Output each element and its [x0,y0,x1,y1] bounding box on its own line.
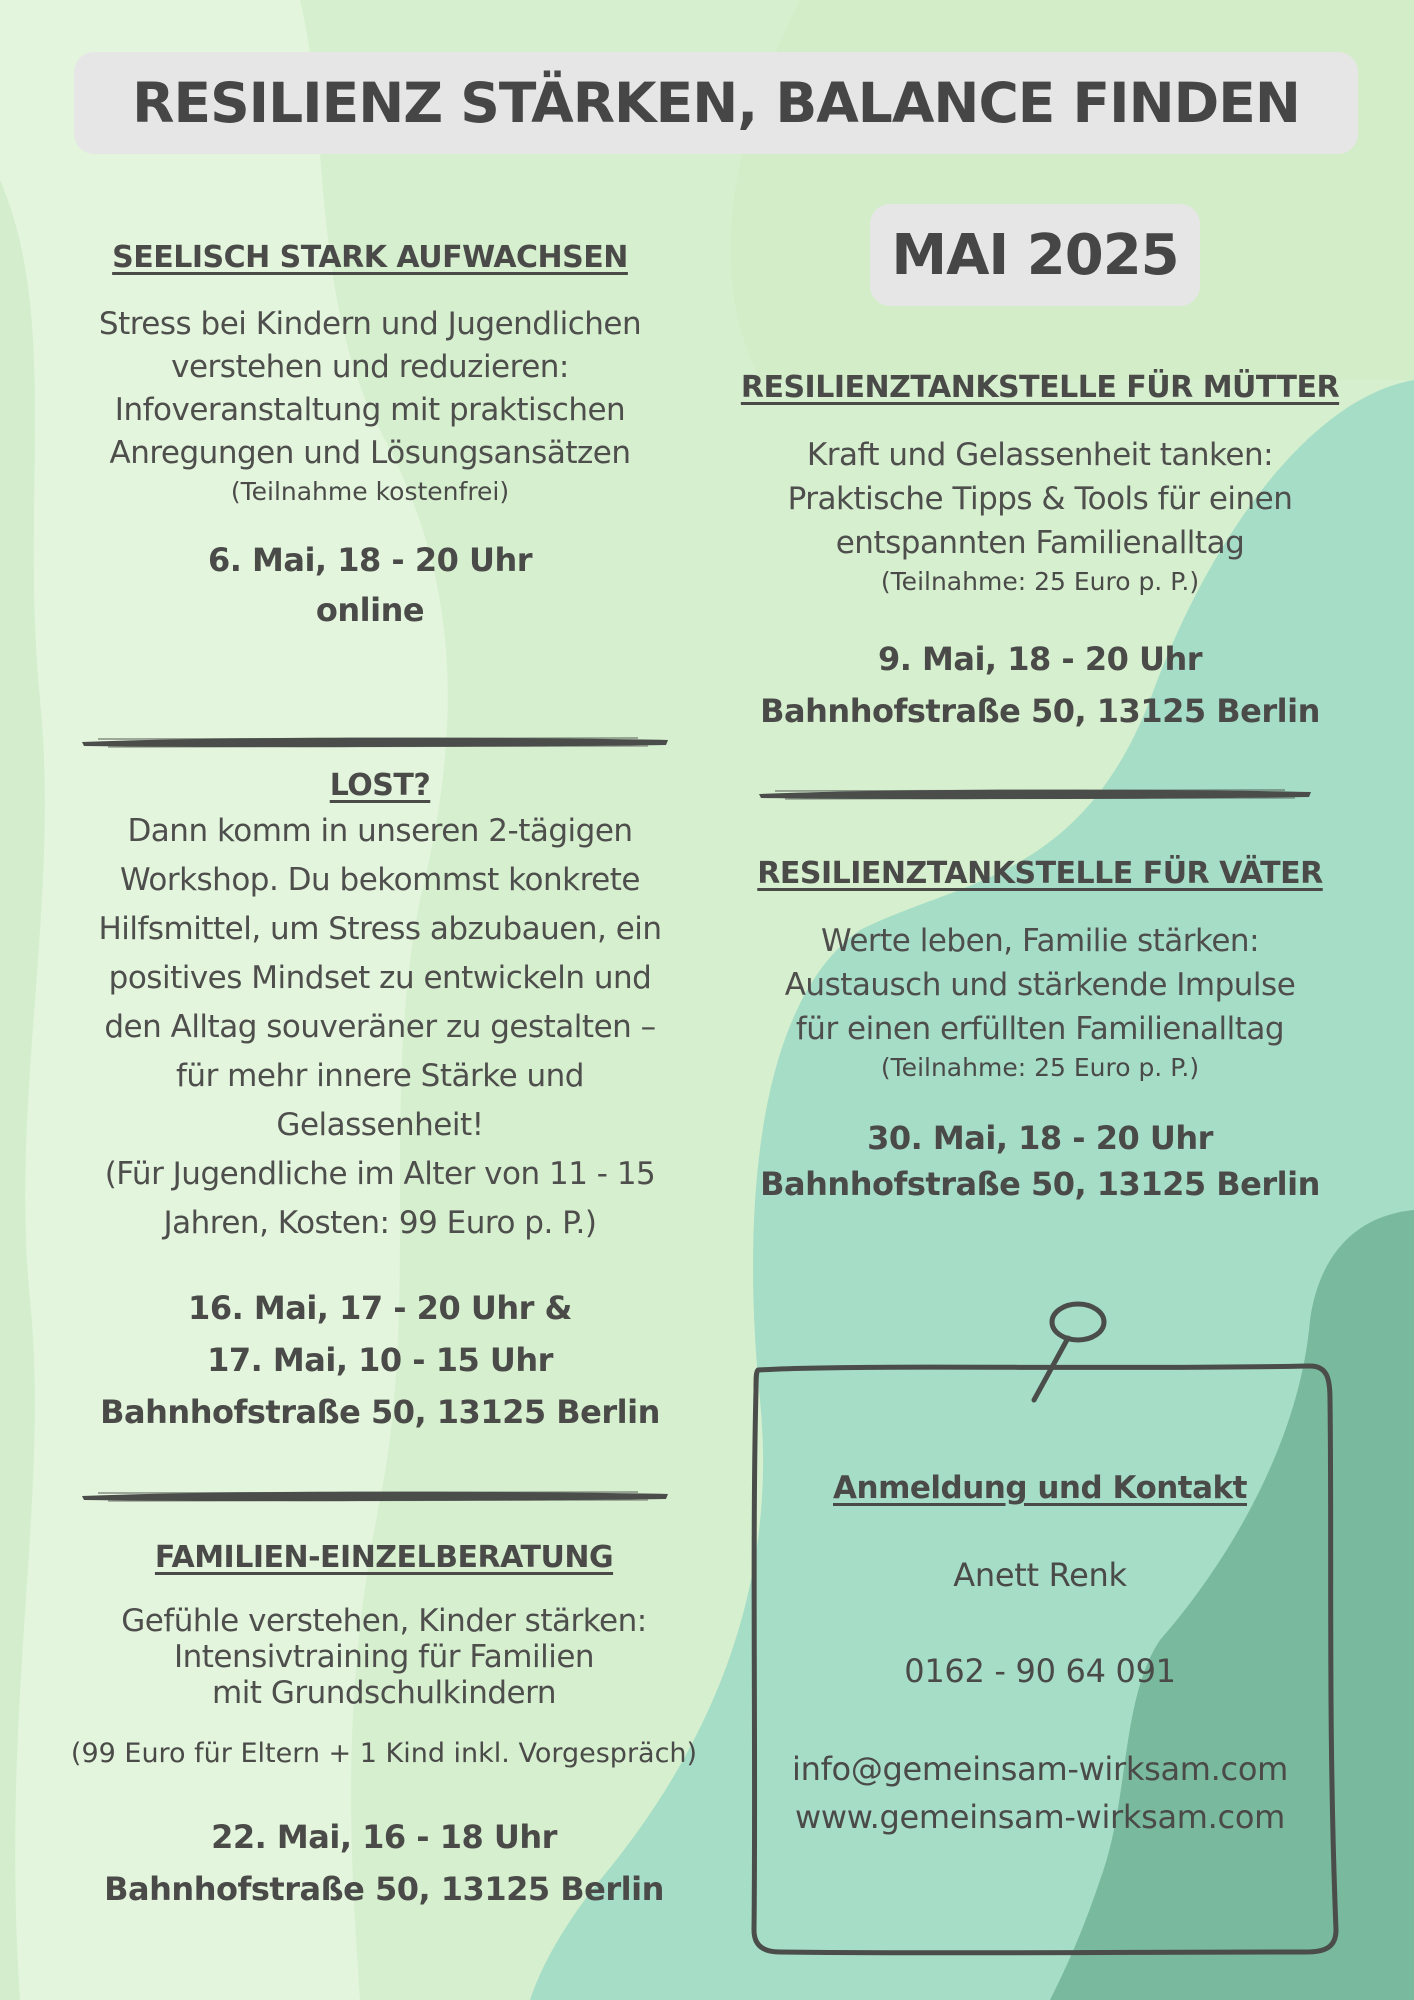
contact-heading: Anmeldung und Kontakt [833,1470,1247,1506]
description-line: Workshop. Du bekommst konkrete [120,862,640,898]
event-tankstelle-muetter [700,370,1380,737]
contact-website[interactable]: www.gemeinsam-wirksam.com [794,1798,1285,1836]
month-box [870,204,1200,306]
event-when [50,1811,718,1915]
contact-name: Anett Renk [953,1556,1127,1594]
event-date: 30. Mai, 18 - 20 Uhr [867,1119,1213,1157]
pin-icon [1020,1294,1130,1404]
event-note: (Teilnahme kostenfrei) [230,477,510,506]
event-description [700,433,1380,565]
description-line: Dann komm in unseren 2-tägigen [127,813,633,849]
event-location: Bahnhofstraße 50, 13125 Berlin [104,1870,664,1908]
description-line: Hilfsmittel, um Stress abzubauen, ein [98,911,662,947]
event-description [60,303,680,475]
event-heading: RESILIENZTANKSTELLE FÜR VÄTER [757,856,1323,891]
event-date: 9. Mai, 18 - 20 Uhr [877,640,1203,678]
event-note: (Teilnahme: 25 Euro p. P.) [880,567,1200,596]
description-line: Intensivtraining für Familien [173,1639,595,1675]
title-box [74,52,1358,154]
page-title: RESILIENZ STÄRKEN, BALANCE FINDEN [132,71,1300,135]
event-note: (Teilnahme: 25 Euro p. P.) [880,1053,1200,1082]
description-line: Gelassenheit! [276,1107,484,1143]
event-heading: SEELISCH STARK AUFWACHSEN [112,240,628,275]
brush-divider [78,1488,672,1504]
brush-divider [755,786,1315,802]
description-line: für einen erfüllten Familienalltag [795,1011,1285,1047]
description-line: (Für Jugendliche im Alter von 11 - 15 [104,1156,656,1192]
description-line: positives Mindset zu entwickeln und [108,960,652,996]
event-when [700,633,1380,737]
contact-section [760,1470,1320,1836]
description-line: Gefühle verstehen, Kinder stärken: [121,1603,647,1639]
event-location: Bahnhofstraße 50, 13125 Berlin [760,692,1320,730]
event-location: Bahnhofstraße 50, 13125 Berlin [100,1393,660,1431]
month-label: MAI 2025 [891,222,1179,288]
event-location: online [315,591,425,629]
event-familien-einzelberatung [50,1540,718,1915]
event-description [60,807,700,1248]
description-line: Austausch und stärkende Impulse [784,967,1296,1003]
description-line: Praktische Tipps & Tools für einen [787,481,1293,517]
event-location: Bahnhofstraße 50, 13125 Berlin [760,1165,1320,1203]
event-when [60,1282,700,1438]
event-lost [60,768,700,1438]
contact-phone[interactable]: 0162 - 90 64 091 [904,1652,1176,1690]
event-when [60,535,680,635]
event-note: (99 Euro für Eltern + 1 Kind inkl. Vorgespräch) [70,1738,698,1769]
description-line: Kraft und Gelassenheit tanken: [806,437,1274,473]
event-heading: LOST? [329,768,431,803]
description-line: für mehr innere Stärke und [176,1058,584,1094]
description-line: verstehen und reduzieren: [171,349,569,385]
event-date: 16. Mai, 17 - 20 Uhr & [188,1289,572,1327]
event-description [50,1603,718,1711]
event-date: 22. Mai, 16 - 18 Uhr [211,1818,557,1856]
event-date: 17. Mai, 10 - 15 Uhr [207,1341,553,1379]
contact-email[interactable]: info@gemeinsam-wirksam.com [792,1750,1288,1788]
event-tankstelle-vaeter [700,856,1380,1207]
description-line: Werte leben, Familie stärken: [820,923,1260,959]
description-line: den Alltag souveräner zu gestalten – [104,1009,656,1045]
event-heading: RESILIENZTANKSTELLE FÜR MÜTTER [740,370,1340,405]
description-line: Stress bei Kindern und Jugendlichen [98,306,642,342]
event-when [700,1115,1380,1207]
event-date: 6. Mai, 18 - 20 Uhr [207,541,533,579]
event-seelisch-stark [60,240,680,635]
event-description [700,919,1380,1051]
description-line: mit Grundschulkindern [212,1675,556,1711]
description-line: entspannten Familienalltag [835,525,1245,561]
description-line: Infoveranstaltung mit praktischen [114,392,626,428]
brush-divider [78,734,672,750]
description-line: Anregungen und Lösungsansätzen [109,435,631,471]
event-heading: FAMILIEN-EINZELBERATUNG [154,1540,614,1575]
description-line: Jahren, Kosten: 99 Euro p. P.) [163,1205,597,1241]
